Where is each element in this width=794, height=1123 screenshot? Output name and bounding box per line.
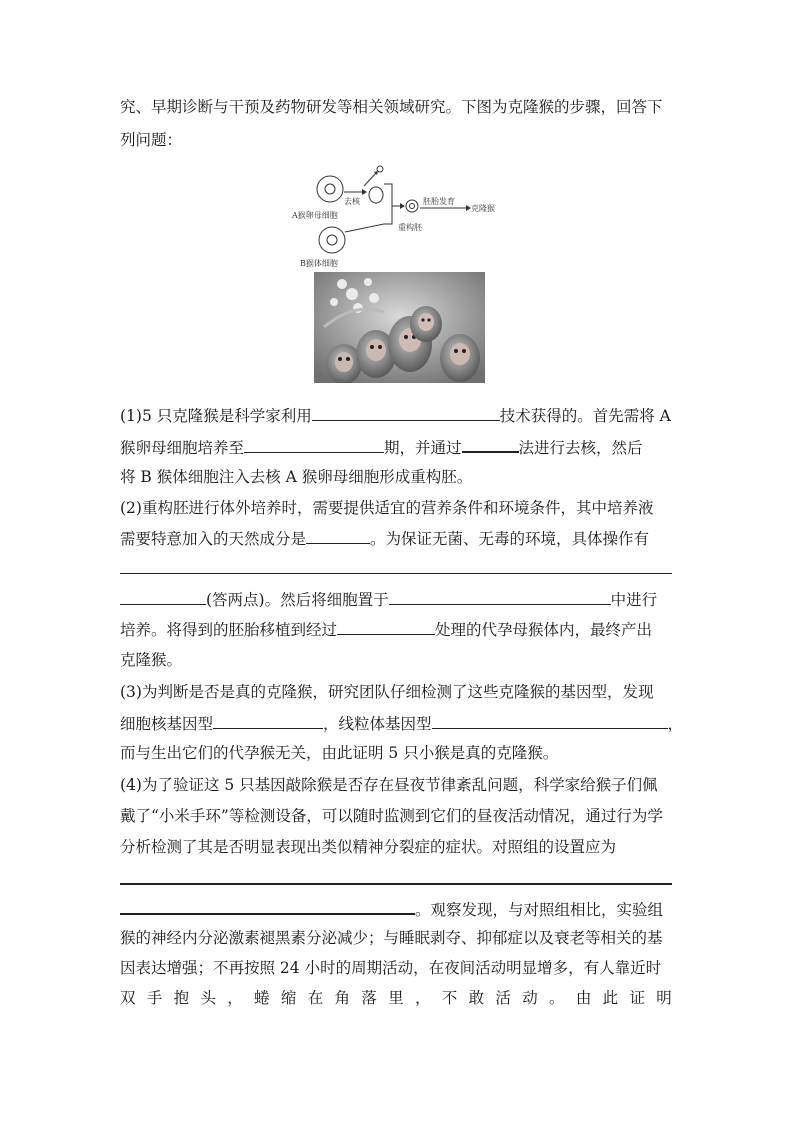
q4-line-2: 戴了“小米手环”等检测设备，可以随时监测到它们的昼夜活动情况，通过行为学 (120, 807, 663, 825)
q3-line-1: (3)为判断是否是真的克隆猴，研究团队仔细检测了这些克隆猴的基因型，发现 (120, 683, 654, 701)
arrow-nucleus-out (364, 173, 376, 186)
q2-line-4: 培养。将得到的胚胎移植到经过 处理的代孕母猴体内，最终产出 (120, 621, 653, 639)
cloned-monkeys-photo (314, 272, 485, 383)
q2-line-2: 需要特意加入的天然成分是 。为保证无菌、无毒的环境，具体操作有 (120, 530, 650, 548)
cloning-diagram (292, 162, 514, 270)
q1-blank-stage[interactable] (244, 437, 384, 453)
embryo-development-label: 胚胎发育 (423, 197, 455, 206)
q1-line-1: (1)5 只克隆猴是科学家利用 技术获得的。首先需将 A (120, 407, 671, 425)
oocyte-cell (317, 176, 343, 202)
q2-line-3: (答两点)。然后将细胞置于 中进行 (120, 589, 657, 610)
arrow-somatic (345, 224, 384, 232)
q2-line-5: 克隆猴。 (120, 651, 183, 669)
bracket (384, 184, 392, 224)
q4-answer-rule[interactable] (120, 883, 672, 885)
q2-blank-treatment[interactable] (337, 619, 435, 635)
somatic-cell (319, 227, 345, 253)
q2-blank-incubator[interactable] (389, 589, 611, 605)
enucleated-oocyte (369, 187, 383, 203)
q4-line-4: 。观察发现，与对照组相比，实验组 (120, 898, 663, 920)
q4-line-3: 分析检测了其是否明显表现出类似精神分裂症的症状。对照组的设置应为 (120, 838, 617, 856)
q4-blank-control-group[interactable] (120, 898, 415, 915)
q3-line-2: 细胞核基因型 ，线粒体基因型 ， (120, 715, 684, 733)
intro-line-2: 列问题： (120, 131, 183, 149)
intro-line-1: 究、早期诊断与干预及药物研发等相关领域研究。下图为克隆猴的步骤，回答下 (120, 98, 663, 116)
q2-line-1: (2)重构胚进行体外培养时，需要提供适宜的营养条件和环境条件，其中培养液 (120, 499, 654, 517)
oocyte-label: A猴卵母细胞 (292, 211, 338, 220)
q1-line-2: 猴卵母细胞培养至 期，并通过 法进行去核，然后 (120, 436, 643, 458)
q1-blank-technology[interactable] (312, 405, 500, 421)
q4-line-6: 因表达增强；不再按照 24 小时的周期活动，在夜间活动明显增多，有人靠近时 (120, 959, 662, 977)
q3-blank-mito-genotype[interactable] (432, 713, 668, 729)
enucleation-label: 去核 (344, 197, 360, 206)
q2-blank-operations[interactable] (120, 589, 206, 605)
q4-line-1: (4)为了验证这 5 只基因敲除猴是否存在昼夜节律紊乱问题，科学家给猴子们佩 (120, 776, 658, 794)
q4-line-5: 猴的神经内分泌激素褪黑素分泌减少；与睡眠剥夺、抑郁症以及衰老等相关的基 (120, 929, 663, 947)
reconstructed-embryo-label: 重构胚 (398, 223, 422, 232)
q1-line-3: 将 B 猴体细胞注入去核 A 猴卵母细胞形成重构胚。 (120, 468, 473, 486)
q3-line-3: 而与生出它们的代孕猴无关，由此证明 5 只小猴是真的克隆猴。 (120, 744, 559, 762)
q4-line-7: 双 手 抱 头 ， 蜷 缩 在 角 落 里 ， 不 敢 活 动 。 由 此 证 明 (120, 989, 672, 1007)
somatic-cell-label: B猴体细胞 (300, 259, 338, 268)
removed-nucleus-icon (377, 166, 383, 172)
q3-blank-nuclear-genotype[interactable] (213, 713, 323, 729)
clone-monkey-label: 克隆猴 (471, 204, 495, 213)
q2-blank-natural-component[interactable] (306, 528, 370, 544)
reconstructed-embryo (406, 200, 418, 212)
monkey-4 (410, 306, 442, 342)
q2-answer-rule[interactable] (120, 573, 672, 574)
monkey-5 (440, 334, 480, 382)
q1-blank-method[interactable] (462, 436, 519, 453)
